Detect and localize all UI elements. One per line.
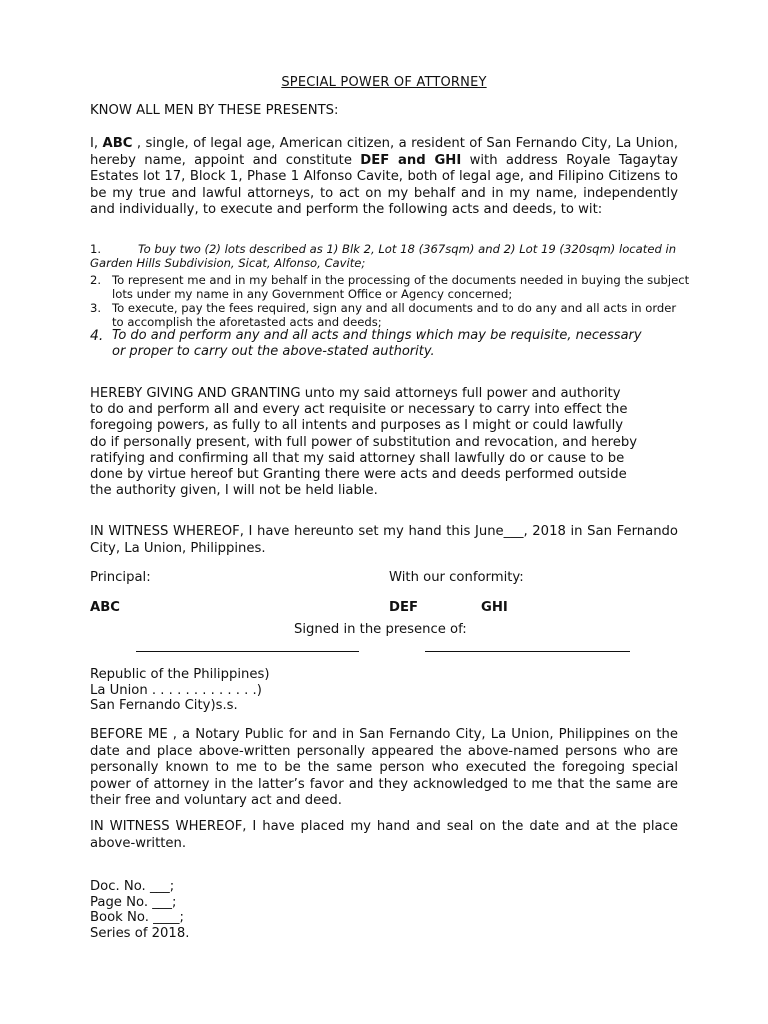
list-num: 4. [90,328,104,344]
p1-text-a: , single, of legal age, American citizen, a resident of San Fernando City, La Union, hereby name, appoint and constitute [90,136,678,168]
granting-paragraph [90,386,690,499]
attorneys-names: DEF and GHI [360,152,462,168]
granting-line: foregoing powers, as fully to all intents and purposes as I might or could lawfully [90,418,624,434]
signatory-ghi: GHI [481,600,508,615]
series: Series of 2018. [90,925,190,941]
venue-line: Republic of the Philippines) [90,667,270,682]
granting-line: to do and perform all and every act requisite or necessary to carry into effect the [90,402,628,418]
document-title: SPECIAL POWER OF ATTORNEY [281,75,487,90]
granting-line: HEREBY GIVING AND GRANTING unto my said attorneys full power and authority [90,386,621,401]
list-num: 2. [90,273,102,287]
venue-line: San Fernando City)s.s. [90,698,238,713]
signatory-def: DEF [389,600,418,615]
appointment-paragraph [90,136,678,219]
list-text: To do and perform any and all acts and things which may be requisite, necessary or proper to carry out the above-stated authority. [112,328,642,359]
list-text: To execute, pay the fees required, sign any and all documents and to do any and all acts in order to accomplish the aforetasted acts and deeds; [112,301,677,329]
signatory-principal: ABC [90,600,120,615]
notary-paragraph: BEFORE ME , a Notary Public for and in San Fernando City, La Union, Philippines on the date and place above-written personally appeared the above-named persons who are personally known to me to be the same person who executed the foregoing special power of attorney in the latter’s favor and they acknowledged to me that the same are their free and voluntary act and deed. [90,727,678,808]
granting-line: ratifying and confirming all that my said attorney shall lawfully do or cause to be [90,450,625,466]
list-text: To buy two (2) lots described as 1) Blk 2, Lot 18 (367sqm) and 2) Lot 19 (320sqm) located in Garden Hills Subdivision, Sicat, Alfonso, Cavite; [90,242,677,270]
venue-line: La Union . . . . . . . . . . . . .) [90,682,262,698]
venue-block [90,667,270,714]
witness-seal-paragraph: IN WITNESS WHEREOF, I have placed my hand and seal on the date and at the place above-written. [90,819,678,851]
witness-paragraph: IN WITNESS WHEREOF, I have hereunto set my hand this June___, 2018 in San Fernando City, La Union, Philippines. [90,524,678,556]
p1-text-b: with address Royale Tagaytay Estates lot 17, Block 1, Phase 1 Alfonso Cavite, both of legal age, and Filipino Citizens to be my true and lawful attorneys, to act on my behalf and in my name, independently and individually, to execute and perform the following acts and deeds, to wit: [90,152,678,217]
list-item [90,242,690,270]
acts-list [90,242,690,362]
granting-line: the authority given, I will not be held liable. [90,483,378,499]
book-no: Book No. ____; [90,910,184,925]
list-num: 3. [90,301,102,315]
conformity-label: With our conformity: [389,570,524,585]
p1-i: I, [90,136,103,151]
list-item [90,273,690,301]
list-text: To represent me and in my behalf in the processing of the documents needed in buying the subject lots under my name in any Government Office or Agency concerned; [112,273,690,301]
doc-numbers-block [90,879,189,941]
doc-no: Doc. No. ___; [90,879,175,894]
list-item [90,328,650,360]
principal-label: Principal: [90,570,151,585]
granting-line: do if personally present, with full power of substitution and revocation, and hereby [90,434,638,450]
presence-label: Signed in the presence of: [294,622,467,637]
list-item [90,301,690,329]
page-no: Page No. ___; [90,894,177,910]
witness-signature-line-1 [136,651,359,652]
list-num: 1. [90,242,102,256]
granting-line: done by virtue hereof but Granting there were acts and deeds performed outside [90,467,627,483]
principal-name: ABC [102,136,133,151]
intro-line: KNOW ALL MEN BY THESE PRESENTS: [90,103,339,118]
witness-signature-line-2 [425,651,630,652]
